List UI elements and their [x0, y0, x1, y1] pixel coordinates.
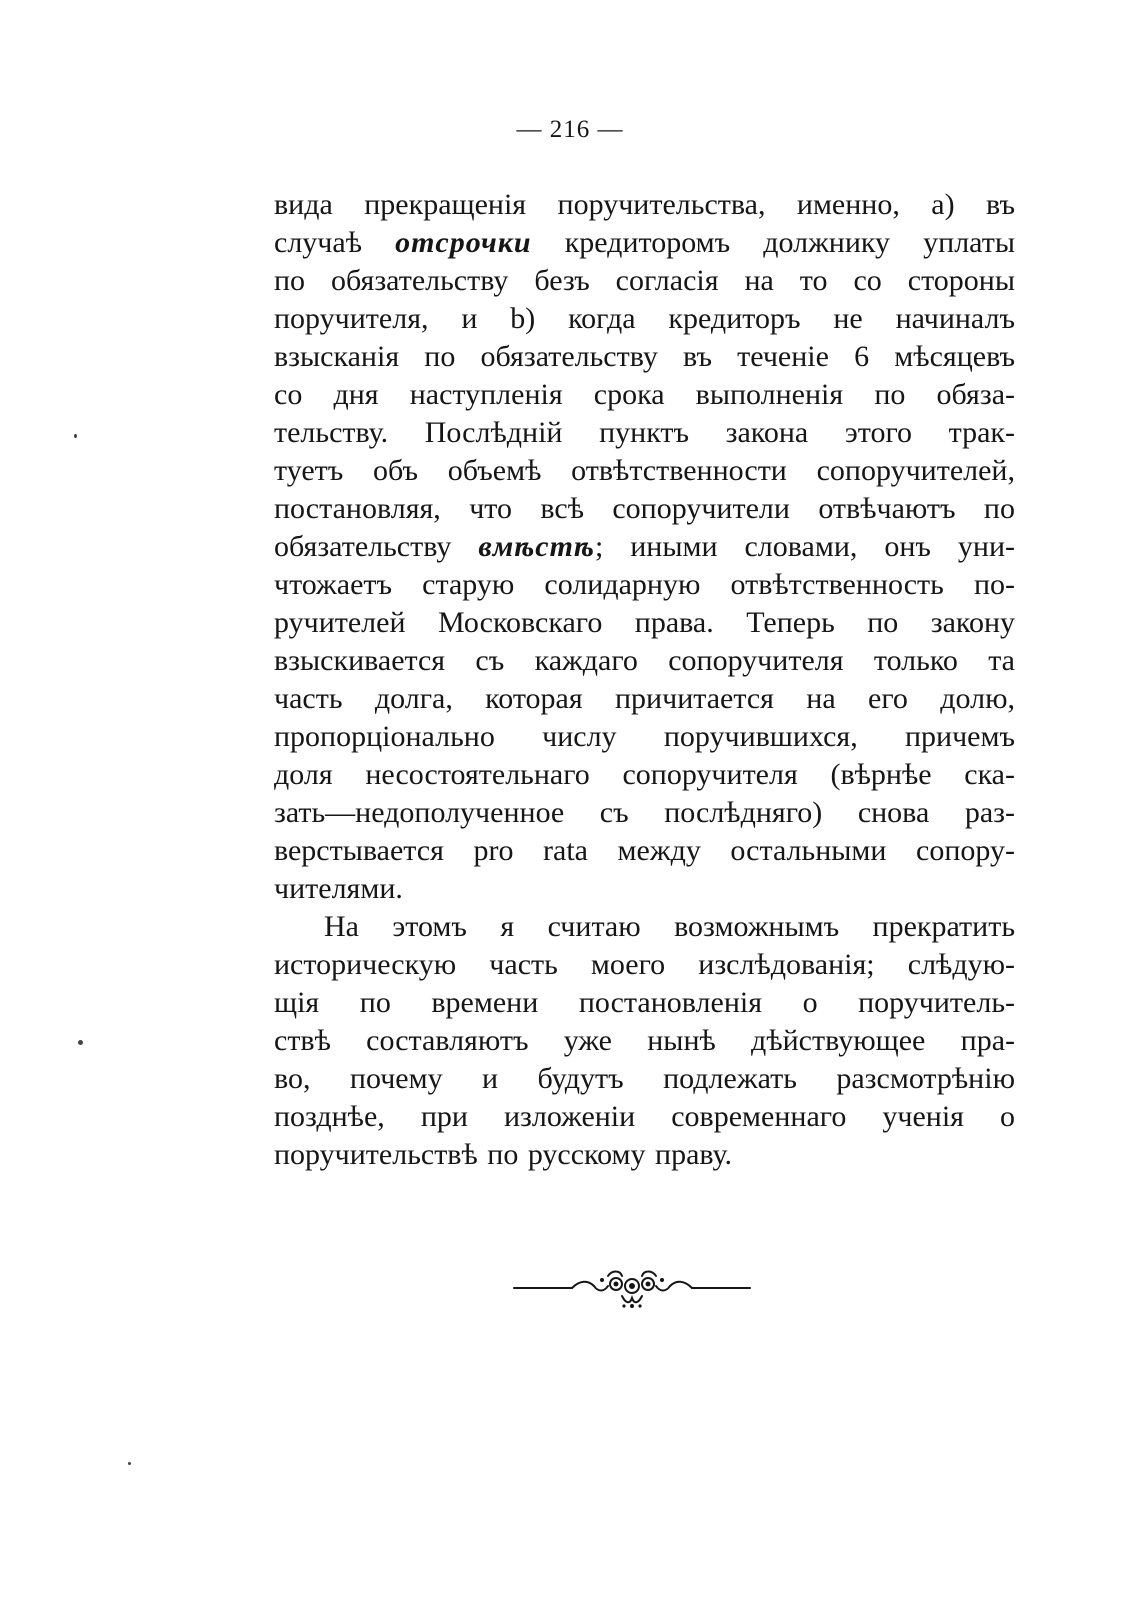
- text-line: [274, 756, 1015, 794]
- text-line: [274, 566, 1015, 604]
- text-line: [274, 718, 1015, 756]
- text-segment: На этомъ я считаю возможнымъ прекратить: [324, 910, 1015, 943]
- text-line: [274, 680, 1015, 718]
- text-line: [274, 1136, 1015, 1174]
- text-segment: взысканія по обязательству въ теченіе 6 мѣсяцевъ: [274, 340, 1015, 373]
- text-line: [274, 642, 1015, 680]
- text-segment: часть долга, которая причитается на его долю,: [274, 682, 1015, 715]
- ornament-divider-icon: [512, 1262, 752, 1314]
- text-line: [274, 414, 1015, 452]
- text-segment: доля несостоятельнаго сопоручителя (вѣрнѣе ска-: [274, 758, 1015, 791]
- text-segment: поручителя, и b) когда кредиторъ не начиналъ: [274, 302, 1015, 335]
- text-line: [274, 1098, 1015, 1136]
- text-line: [274, 832, 1015, 870]
- emphasized-word: вмѣстѣ: [478, 530, 595, 563]
- text-line: [274, 946, 1015, 984]
- text-segment: со дня наступленія срока выполненія по обяза-: [274, 378, 1015, 411]
- paper-speck: [78, 1040, 83, 1045]
- text-line: [274, 908, 1015, 946]
- text-line: [274, 1022, 1015, 1060]
- text-line: [274, 1060, 1015, 1098]
- text-segment: кредиторомъ должнику уплаты: [531, 226, 1015, 259]
- paper-speck: [128, 1462, 131, 1465]
- text-line: [274, 604, 1015, 642]
- text-line: [274, 338, 1015, 376]
- text-segment: пропорціонально числу поручившихся, причемъ: [274, 720, 1015, 753]
- text-segment: тельству. Послѣдній пунктъ закона этого трак-: [274, 416, 1015, 449]
- body-text: [274, 186, 1015, 1174]
- text-segment: чтожаетъ старую солидарную отвѣтственность по-: [274, 568, 1015, 601]
- text-segment: постановляя, что всѣ сопоручители отвѣчаютъ по: [274, 492, 1015, 525]
- text-segment: зать—недополученное съ послѣдняго) снова раз-: [274, 796, 1015, 829]
- text-segment: по обязательству безъ согласія на то со стороны: [274, 264, 1015, 297]
- text-segment: ствѣ составляютъ уже нынѣ дѣйствующее пра-: [274, 1024, 1015, 1057]
- text-line: [274, 870, 1015, 908]
- text-segment: верстывается pro rata между остальными сопору-: [274, 834, 1015, 867]
- text-segment: поручительствѣ по русскому праву.: [274, 1138, 733, 1171]
- text-line: [274, 224, 1015, 262]
- text-segment: обязательству: [274, 530, 479, 563]
- text-segment: во, почему и будутъ подлежать разсмотрѣнію: [274, 1062, 1015, 1095]
- text-segment: ; иными словами, онъ уни-: [594, 530, 1015, 563]
- text-line: [274, 186, 1015, 224]
- text-line: [274, 262, 1015, 300]
- text-segment: чителями.: [274, 872, 403, 905]
- text-segment: историческую часть моего изслѣдованія; слѣдую-: [274, 948, 1015, 981]
- emphasized-word: отсрочки: [395, 226, 532, 259]
- page-number: — 216 —: [516, 116, 624, 143]
- text-line: [274, 984, 1015, 1022]
- text-segment: туетъ объ объемѣ отвѣтственности сопоручителей,: [274, 454, 1015, 487]
- text-segment: случаѣ: [274, 226, 396, 259]
- text-line: [274, 528, 1015, 566]
- text-line: [274, 300, 1015, 338]
- paper-speck: [74, 434, 77, 438]
- text-segment: взыскивается съ каждаго сопоручителя только та: [274, 644, 1015, 677]
- text-line: [274, 490, 1015, 528]
- text-line: [274, 376, 1015, 414]
- text-segment: позднѣе, при изложеніи современнаго ученія о: [274, 1100, 1015, 1133]
- text-segment: ручителей Московскаго права. Теперь по закону: [274, 606, 1015, 639]
- text-line: [274, 452, 1015, 490]
- text-segment: щія по времени постановленія о поручитель-: [274, 986, 1015, 1019]
- text-segment: вида прекращенія поручительства, именно, а) въ: [274, 188, 1015, 221]
- text-line: [274, 794, 1015, 832]
